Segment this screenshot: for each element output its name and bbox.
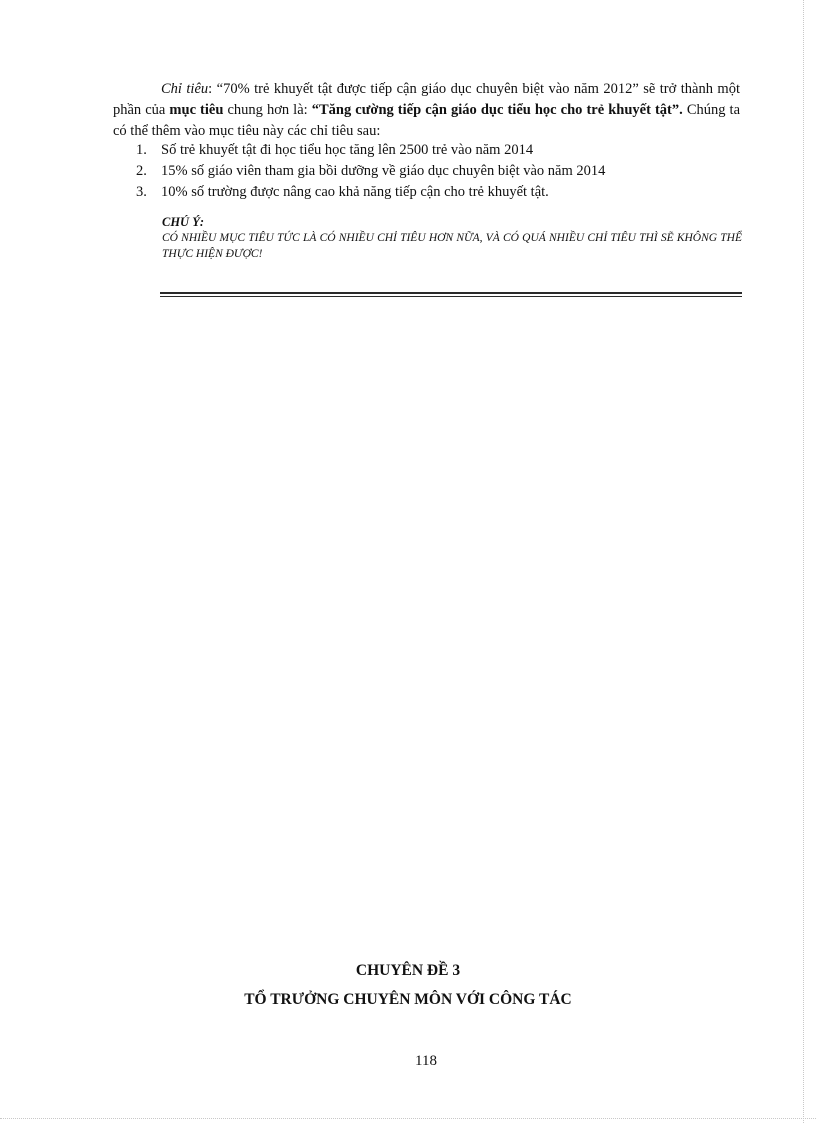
list-item-text: 15% số giáo viên tham gia bồi dưỡng về giáo dục chuyên biệt vào năm 2014: [161, 163, 606, 179]
page-edge-bottom: [0, 1118, 816, 1119]
label-chi-tieu: Chỉ tiêu: [161, 81, 209, 97]
note-title: CHÚ Ý:: [162, 215, 205, 229]
note-body: CÓ NHIỀU MỤC TIÊU TỨC LÀ CÓ NHIỀU CHỈ TIÊU HƠN NỮA, VÀ CÓ QUÁ NHIỀU CHỈ TIÊU THÌ SẼ KHÔNG THỂ THỰC HIỆN ĐƯỢC!: [162, 232, 742, 260]
goal-statement: “Tăng cường tiếp cận giáo dục tiểu học cho trẻ khuyết tật”.: [311, 102, 683, 118]
chapter-title: TỔ TRƯỞNG CHUYÊN MÔN VỚI CÔNG TÁC: [244, 991, 572, 1008]
page-edge-right: [803, 0, 804, 1123]
double-rule-divider: [160, 292, 742, 297]
list-item-number: 1.: [136, 142, 147, 158]
note-box: [162, 214, 742, 262]
list-item: [136, 182, 736, 203]
list-item-text: 10% số trường được nâng cao khả năng tiếp cận cho trẻ khuyết tật.: [161, 184, 549, 200]
targets-list: [136, 140, 736, 203]
list-item-number: 3.: [136, 184, 147, 200]
list-item: [136, 140, 736, 161]
page-number: 118: [415, 1053, 437, 1069]
term-muc-tieu: mục tiêu: [169, 102, 224, 118]
list-item-number: 2.: [136, 163, 147, 179]
chapter-number: CHUYÊN ĐỀ 3: [355, 962, 461, 979]
paragraph-text-1: : “70% trẻ khuyết tật được tiếp cận giáo dục chuyên biệt vào năm 2012” sẽ trở thành một phần của: [113, 81, 740, 118]
paragraph-text-2: chung hơn là:: [223, 102, 312, 118]
paragraph-text-3: Chúng ta có thể thêm vào mục tiêu này các chỉ tiêu sau:: [113, 102, 741, 139]
list-item-text: Số trẻ khuyết tật đi học tiểu học tăng lên 2500 trẻ vào năm 2014: [161, 142, 534, 158]
intro-paragraph: [113, 79, 740, 142]
list-item: [136, 161, 736, 182]
